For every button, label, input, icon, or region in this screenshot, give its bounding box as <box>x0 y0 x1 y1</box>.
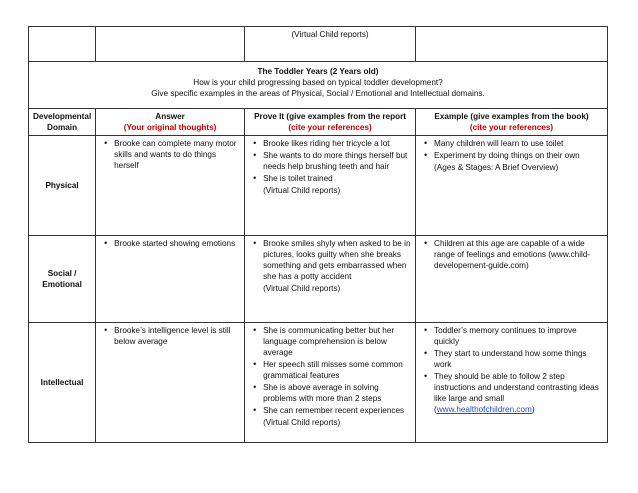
answer-list <box>100 138 240 171</box>
answer-list <box>100 238 240 249</box>
list-item: • Brooke likes riding her tricycle a lot <box>263 138 411 149</box>
section-instruction: Give specific examples in the areas of Physical, Social / Emotional and Intellectual domains. <box>151 89 485 98</box>
list-item: • Brooke’s intelligence level is still below average <box>114 325 240 347</box>
list-item: • She is above average in solving problems with more than 2 steps <box>263 382 411 404</box>
example-cell-physical <box>416 136 608 236</box>
header-prove-label: Prove It (give examples from the report <box>254 112 407 121</box>
example-text: They should be able to follow 2 step instructions and understand contrasting ideas like large and small ( <box>434 372 599 414</box>
column-header-row <box>29 109 608 136</box>
header-answer-sub: (Your original thoughts) <box>123 123 217 132</box>
top-cell-1 <box>29 27 96 62</box>
table-row-intellectual <box>29 323 608 443</box>
prove-list <box>249 238 411 282</box>
example-close: ) <box>531 405 535 414</box>
example-cell-social <box>416 236 608 323</box>
header-example-sub: (cite your references) <box>469 123 554 132</box>
list-item: • Brooke started showing emotions <box>114 238 240 249</box>
development-table <box>28 26 608 443</box>
section-title: The Toddler Years (2 Years old) <box>257 67 379 76</box>
header-domain-label: Developmental Domain <box>33 112 92 132</box>
prove-list <box>249 138 411 184</box>
header-example-label: Example (give examples from the book) <box>434 112 589 121</box>
header-answer-label: Answer <box>155 112 185 121</box>
section-question: How is your child progressing based on typical toddler development? <box>193 78 443 87</box>
top-row <box>29 27 608 62</box>
domain-social: Social / Emotional <box>29 236 96 323</box>
example-note: (Ages & Stages: A Brief Overview) <box>434 163 559 172</box>
list-item <box>434 371 603 415</box>
example-cell-intellectual <box>416 323 608 443</box>
answer-cell-physical <box>96 136 245 236</box>
answer-cell-social <box>96 236 245 323</box>
list-item: • Brooke can complete many motor skills and wants to do things herself <box>114 138 240 171</box>
list-item: • They start to understand how some things work <box>434 348 603 370</box>
section-header-row <box>29 62 608 109</box>
list-item: • Children at this age are capable of a wide range of feelings and emotions (www.child-developement-guide.com) <box>434 238 603 271</box>
list-item: • She wants to do more things herself but needs help brushing teeth and hair <box>263 150 411 172</box>
table-row-social <box>29 236 608 323</box>
answer-cell-intellectual <box>96 323 245 443</box>
reference-link[interactable]: www.healthofchildren.com <box>436 405 532 414</box>
header-prove <box>245 109 416 136</box>
prove-cell-social <box>245 236 416 323</box>
domain-intellectual: Intellectual <box>29 323 96 443</box>
example-list <box>420 138 603 161</box>
prove-list <box>249 325 411 416</box>
header-answer <box>96 109 245 136</box>
prove-cell-physical <box>245 136 416 236</box>
prove-note: (Virtual Child reports) <box>263 418 341 427</box>
domain-physical: Physical <box>29 136 96 236</box>
list-item: • She is toilet trained <box>263 173 411 184</box>
list-item: • Many children will learn to use toilet <box>434 138 603 149</box>
top-cell-4 <box>416 27 608 62</box>
top-cell-2 <box>96 27 245 62</box>
list-item: • She is communicating better but her language comprehension is below average <box>263 325 411 358</box>
header-example <box>416 109 608 136</box>
header-prove-sub: (cite your references) <box>288 123 372 132</box>
top-cell-3 <box>245 27 416 62</box>
list-item: • Experiment by doing things on their own <box>434 150 603 161</box>
list-item: • Brooke smiles shyly when asked to be in pictures, looks guilty when she breaks something and gets embarrassed when she has a potty accident <box>263 238 411 282</box>
prove-cell-intellectual <box>245 323 416 443</box>
example-list <box>420 325 603 415</box>
prove-note: (Virtual Child reports) <box>263 284 341 293</box>
answer-list <box>100 325 240 347</box>
table-row-physical <box>29 136 608 236</box>
top-reports-note: (Virtual Child reports) <box>291 30 369 39</box>
prove-note: (Virtual Child reports) <box>263 186 341 195</box>
example-list <box>420 238 603 271</box>
list-item: • She can remember recent experiences <box>263 405 411 416</box>
header-domain <box>29 109 96 136</box>
list-item: • Her speech still misses some common grammatical features <box>263 359 411 381</box>
list-item: • Toddler’s memory continues to improve quickly <box>434 325 603 347</box>
section-header-cell <box>29 62 608 109</box>
